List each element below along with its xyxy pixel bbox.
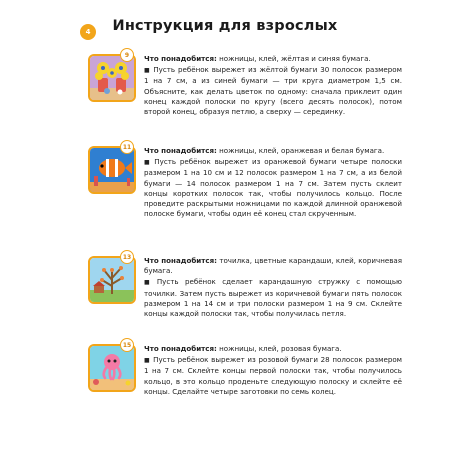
instruction-text	[144, 54, 402, 117]
needs-text: точилка, цветные карандаши, клей, коричневая бумага.	[144, 256, 402, 276]
page-number: 4	[80, 24, 96, 40]
instruction-text	[144, 256, 402, 319]
instruction-text	[144, 344, 402, 397]
step-badge: 13	[120, 250, 134, 264]
instruction-text	[144, 146, 402, 219]
needs-text: ножницы, клей, жёлтая и синяя бумага.	[219, 54, 371, 63]
needs-label: Что понадобится:	[144, 54, 217, 63]
bullet-icon: ■	[144, 159, 152, 167]
needs-text: ножницы, клей, оранжевая и белая бумага.	[219, 146, 385, 155]
instructions-text: Пусть ребёнок вырежет из жёлтой бумаги 30 полосок размером 1 на 7 см, а из синей бумаги — три круга диаметром 1,5 см. Объясните, как делать цветок по одному: сначала приклеит один конец каждой полоски по кругу (всего десять полосок), потом второй конец, образуя петлю, а сверху — серединку.	[144, 65, 402, 117]
bullet-icon: ■	[144, 67, 151, 75]
page-title: Инструкция для взрослых	[112, 18, 338, 34]
instructions-text: Пусть ребёнок вырежет из оранжевой бумаги четыре полоски размером 1 на 10 см и 12 полосок размером 1 на 7 см, а из белой бумаги — 14 полосок размером 1 на 7 см. Затем пусть склеит концы коротких полосок так, чтобы получилось кольцо. После проведите раскрытыми ножницами по каждой длинной оранжевой полоске бумаги, чтобы один её конец стал скрученным.	[144, 157, 402, 219]
instructions-text: Пусть ребёнок сделает карандашную стружку с помощью точилки. Затем пусть вырежет из коричневой бумаги пять полосок размером 1 на 14 см и три полоски размером 1 на 9 см. Склейте концы каждой полоски так, чтобы получилась петля.	[144, 277, 402, 319]
instructions-text: Пусть ребёнок вырежет из розовой бумаги 28 полосок размером 1 на 7 см. Склейте концы первой полоски так, чтобы получилось кольцо, в это кольцо проденьте следующую полоску и склейте её концы. Сделайте четыре заготовки по семь колец.	[144, 355, 403, 396]
step-badge: 9	[120, 48, 134, 62]
needs-label: Что понадобится:	[144, 146, 217, 155]
bullet-icon: ■	[144, 357, 151, 365]
needs-label: Что понадобится:	[144, 344, 217, 353]
needs-text: ножницы, клей, розовая бумага.	[219, 344, 342, 353]
step-badge: 15	[120, 338, 134, 352]
bullet-icon: ■	[144, 279, 154, 287]
step-badge: 11	[120, 140, 134, 154]
needs-label: Что понадобится:	[144, 256, 217, 265]
